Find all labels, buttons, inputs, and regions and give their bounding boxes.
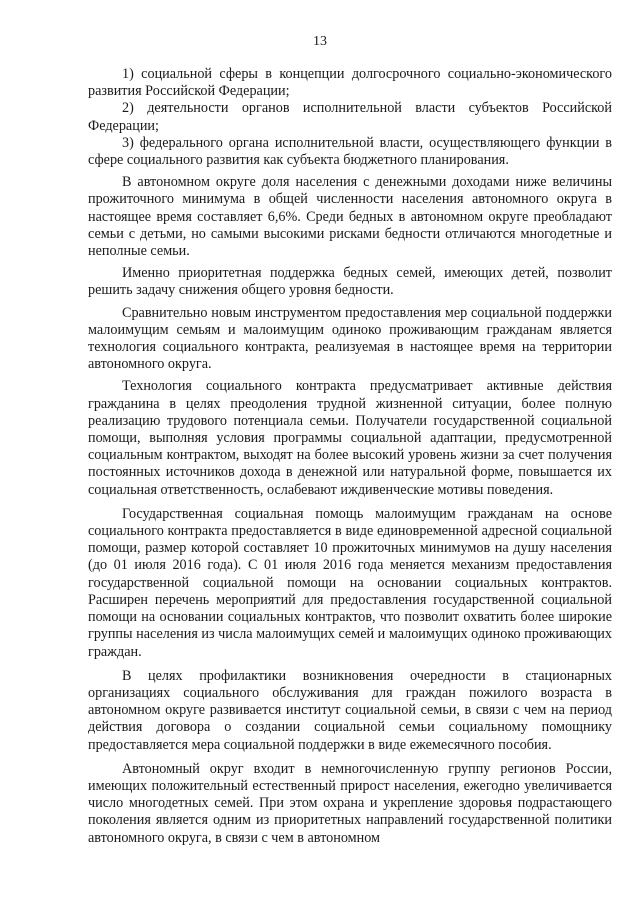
body-text bbox=[88, 66, 612, 847]
paragraph-state-social-assistance: Государственная социальная помощь малоимущим гражданам на основе социального контракта предоставляется в виде единовременной адресной социальной помощи, размер которой составляет 10 прожиточных минимумов на душу населения (до 01 июля 2016 года). С 01 июля 2016 года меняется механизм предоставления государственной социальной помощи на основании социальных контрактов. Расширен перечень мероприятий для предоставления государственной социальной помощи на основании социальных контрактов, что позволит охватить более широкие группы населения из числа малоимущих семей и малоимущих одиноко проживающих граждан. bbox=[88, 505, 612, 660]
paragraph-list-item-2: 2) деятельности органов исполнительной власти субъектов Российской Федерации; bbox=[88, 100, 612, 134]
paragraph-poverty-share: В автономном округе доля населения с денежными доходами ниже величины прожиточного минимума в общей численности населения автономного округа в настоящее время составляет 6,6%. Среди бедных в автономном округе преобладают семьи с детьми, но самыми высокими рисками бедности отличаются многодетные и неполные семьи. bbox=[88, 174, 612, 260]
paragraph-social-contract-technology: Технология социального контракта предусматривает активные действия гражданина в целях преодоления трудной жизненной ситуации, более полную реализацию трудового потенциала семьи. Получатели государственной социальной помощи, выполняя условия программы социальной адаптации, предусмотренной социальным контрактом, выходят на более высокий уровень жизни за счет получения постоянных источников дохода в денежной или натуральной форме, повышается их социальная ответственность, ослабевают иждивенческие мотивы поведения. bbox=[88, 378, 612, 498]
paragraph-list-item-1: 1) социальной сферы в концепции долгосрочного социально-экономического развития Российской Федерации; bbox=[88, 66, 612, 100]
paragraph-list-item-3: 3) федерального органа исполнительной власти, осуществляющего функции в сфере социального развития как субъекта бюджетного планирования. bbox=[88, 134, 612, 169]
paragraph-social-contract-tool: Сравнительно новым инструментом предоставления мер социальной поддержки малоимущим семьям и малоимущим одиноко проживающим гражданам является технология социального контракта, реализуемая в настоящее время на территории автономного округа. bbox=[88, 304, 612, 373]
paragraph-priority-support: Именно приоритетная поддержка бедных семей, имеющих детей, позволит решить задачу снижения общего уровня бедности. bbox=[88, 265, 612, 299]
paragraph-population-growth: Автономный округ входит в немногочисленную группу регионов России, имеющих положительный естественный прирост населения, ежегодно увеличивается число многодетных семей. При этом охрана и укрепление здоровья подрастающего поколения является одним из приоритетных направлений государственной политики автономного округа, в связи с чем в автономном bbox=[88, 760, 612, 846]
page-number: 13 bbox=[313, 34, 327, 49]
paragraph-social-family: В целях профилактики возникновения очередности в стационарных организациях социального обслуживания для граждан пожилого возраста в автономном округе развивается институт социальной семьи, в связи с чем на период действия договора о создании социальной семьи социальному помощнику предоставляется мера социальной поддержки в виде ежемесячного пособия. bbox=[88, 667, 612, 753]
